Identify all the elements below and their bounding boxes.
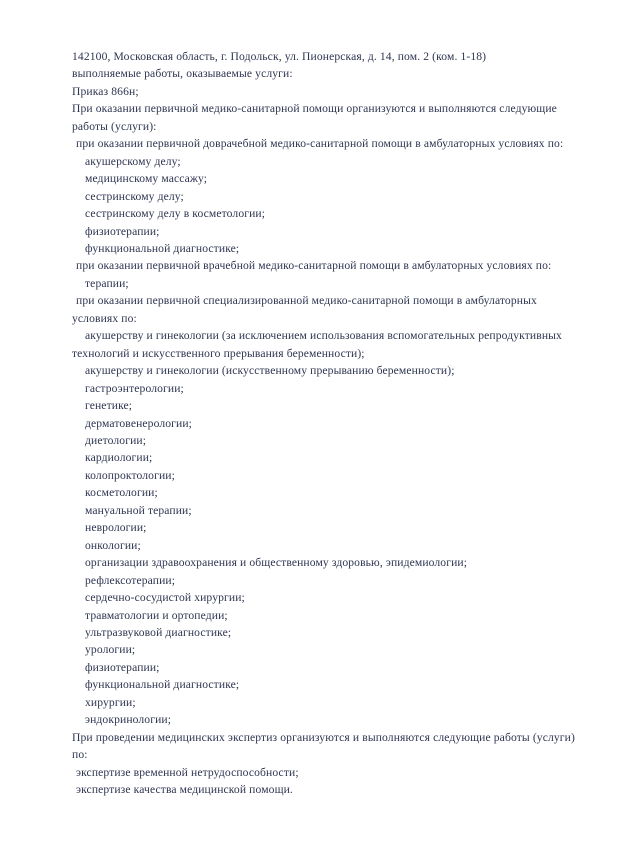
order-number: Приказ 866н; bbox=[72, 84, 139, 98]
item-dermatovenereology: дерматовенерологии; bbox=[85, 416, 192, 430]
primary-care-heading: При оказании первичной медико-санитарной помощи организуются и выполняются следующие работы (услуги): bbox=[72, 102, 560, 133]
item-physiotherapy-1: физиотерапии; bbox=[85, 224, 160, 238]
pre-medical-outpatient-heading: при оказании первичной доврачебной медико-санитарной помощи в амбулаторных условиях по: bbox=[76, 137, 564, 151]
specialized-outpatient-heading: при оказании первичной специализированной медико-санитарной помощи в амбулаторных условиях по: bbox=[72, 294, 540, 325]
item-physiotherapy-2: физиотерапии; bbox=[85, 660, 160, 674]
item-surgery: хирургии; bbox=[85, 695, 136, 709]
medical-expertise-heading: При проведении медицинских экспертиз организуются и выполняются следующие работы (услуги) по: bbox=[72, 730, 578, 762]
item-functional-diagnostics-1: функциональной диагностике; bbox=[85, 241, 240, 255]
address: 142100, Московская область, г. Подольск, ул. Пионерская, д. 14, пом. 2 (ком. 1-18) bbox=[72, 50, 487, 63]
item-gastroenterology: гастроэнтерологии; bbox=[85, 381, 184, 395]
item-cardiology: кардиологии; bbox=[85, 451, 153, 465]
item-traumatology-orthopedics: травматологии и ортопедии; bbox=[85, 608, 228, 622]
item-obstetrics-gynecology-excl: акушерству и гинекологии (за исключением использования вспомогательных репродуктивных технологий и искусственного прерывания беременности); bbox=[72, 329, 565, 360]
item-manual-therapy: мануальной терапии; bbox=[85, 503, 192, 517]
item-temporary-disability-expertise: экспертизе временной нетрудоспособности; bbox=[76, 765, 299, 779]
item-endocrinology: эндокринологии; bbox=[85, 713, 172, 727]
item-cardiovascular-surgery: сердечно-сосудистой хирургии; bbox=[85, 591, 245, 605]
item-neurology: неврологии; bbox=[85, 521, 147, 535]
item-quality-of-care-expertise: экспертизе качества медицинской помощи. bbox=[76, 783, 293, 797]
item-obstetrics-gynecology-abortion: акушерству и гинекологии (искусственному прерыванию беременности); bbox=[85, 364, 455, 378]
works-services-heading: выполняемые работы, оказываемые услуги: bbox=[72, 67, 293, 81]
item-medical-massage: медицинскому массажу; bbox=[85, 172, 208, 186]
item-obstetrics-nursing: акушерскому делу; bbox=[85, 154, 181, 168]
item-coloproctology: колопроктологии; bbox=[85, 468, 175, 482]
item-urology: урологии; bbox=[85, 643, 136, 657]
document-text-body bbox=[72, 48, 580, 798]
item-nursing-cosmetology: сестринскому делу в косметологии; bbox=[85, 207, 266, 221]
item-functional-diagnostics-2: функциональной диагностике; bbox=[85, 678, 240, 692]
physician-outpatient-heading: при оказании первичной врачебной медико-санитарной помощи в амбулаторных условиях по: bbox=[76, 259, 552, 273]
item-nursing: сестринскому делу; bbox=[85, 189, 184, 203]
item-therapy: терапии; bbox=[85, 276, 129, 290]
item-healthcare-organization: организации здравоохранения и общественному здоровью, эпидемиологии; bbox=[85, 556, 468, 570]
item-cosmetology: косметологии; bbox=[85, 486, 158, 500]
item-reflexotherapy: рефлексотерапии; bbox=[85, 573, 176, 587]
item-ultrasound-diagnostics: ультразвуковой диагностике; bbox=[85, 625, 232, 639]
item-dietetics: диетологии; bbox=[85, 433, 147, 447]
item-genetics: генетике; bbox=[85, 399, 133, 413]
item-oncology: онкологии; bbox=[85, 538, 141, 552]
